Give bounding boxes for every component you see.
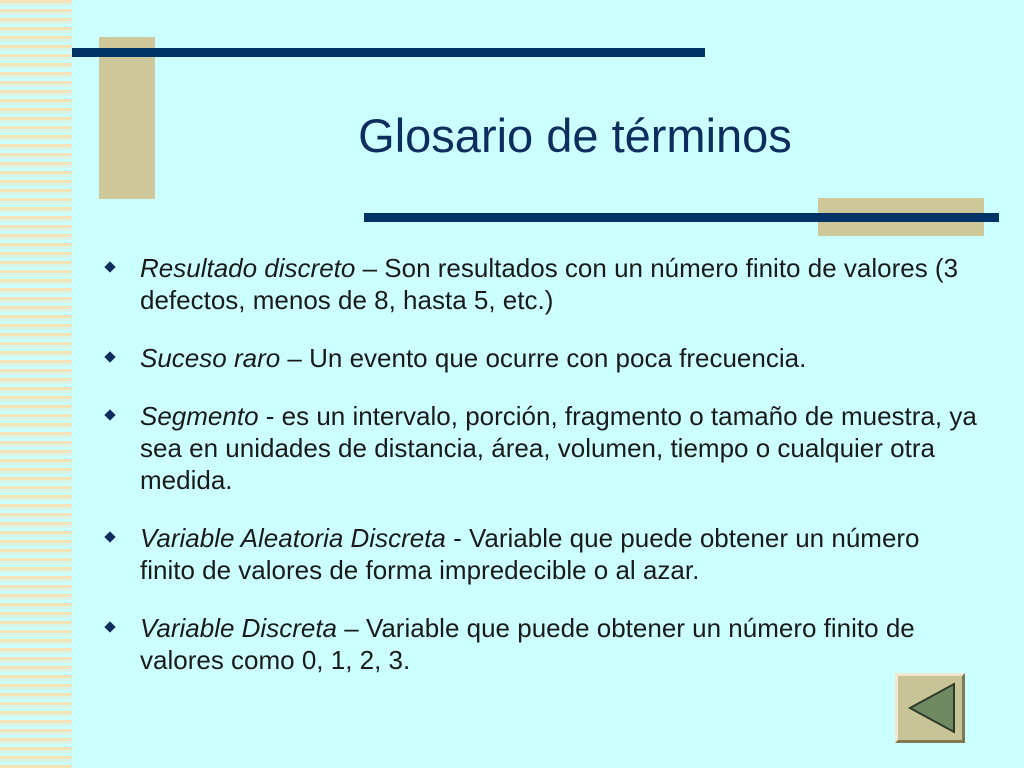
decor-bar-top [72,48,705,57]
glossary-definition: Variable que puede obtener un número finito de valores de forma impredecible o al azar. [140,523,920,585]
diamond-bullet-icon [104,261,115,272]
diamond-bullet-icon [104,621,115,632]
decor-block-left [99,37,155,199]
glossary-term: Segmento [140,401,259,431]
glossary-definition: Un evento que ocurre con poca frecuencia. [309,343,807,373]
glossary-separator: – [355,253,385,283]
glossary-term: Variable Discreta [140,613,338,643]
decor-bar-bottom [364,213,999,222]
slide-title: Glosario de términos [358,109,792,162]
diamond-bullet-icon [104,351,115,362]
glossary-item [100,400,980,496]
glossary-separator: - [258,401,282,431]
glossary-separator: - [445,523,469,553]
glossary-separator: – [337,613,366,643]
glossary-separator: – [280,343,310,373]
diamond-bullet-icon [104,409,115,420]
glossary-term: Variable Aleatoria Discreta [140,523,446,553]
glossary-definition: es un intervalo, porción, fragmento o tamaño de muestra, ya sea en unidades de distancia, área, volumen, tiempo o cualquier otra medida. [140,401,977,495]
glossary-item [100,522,980,586]
triangle-left-icon [898,676,962,740]
glossary-definition: Variable que puede obtener un número finito de valores como 0, 1, 2, 3. [140,613,915,675]
back-button[interactable] [895,673,965,743]
striped-side-panel [0,0,72,768]
glossary-item [100,612,980,676]
glossary-list [100,252,980,676]
glossary-term: Resultado discreto [140,253,356,283]
diamond-bullet-icon [104,531,115,542]
glossary-item [100,252,980,316]
glossary-term: Suceso raro [140,343,281,373]
glossary-item [100,342,980,374]
glossary-definition: Son resultados con un número finito de valores (3 defectos, menos de 8, hasta 5, etc.) [140,253,959,315]
